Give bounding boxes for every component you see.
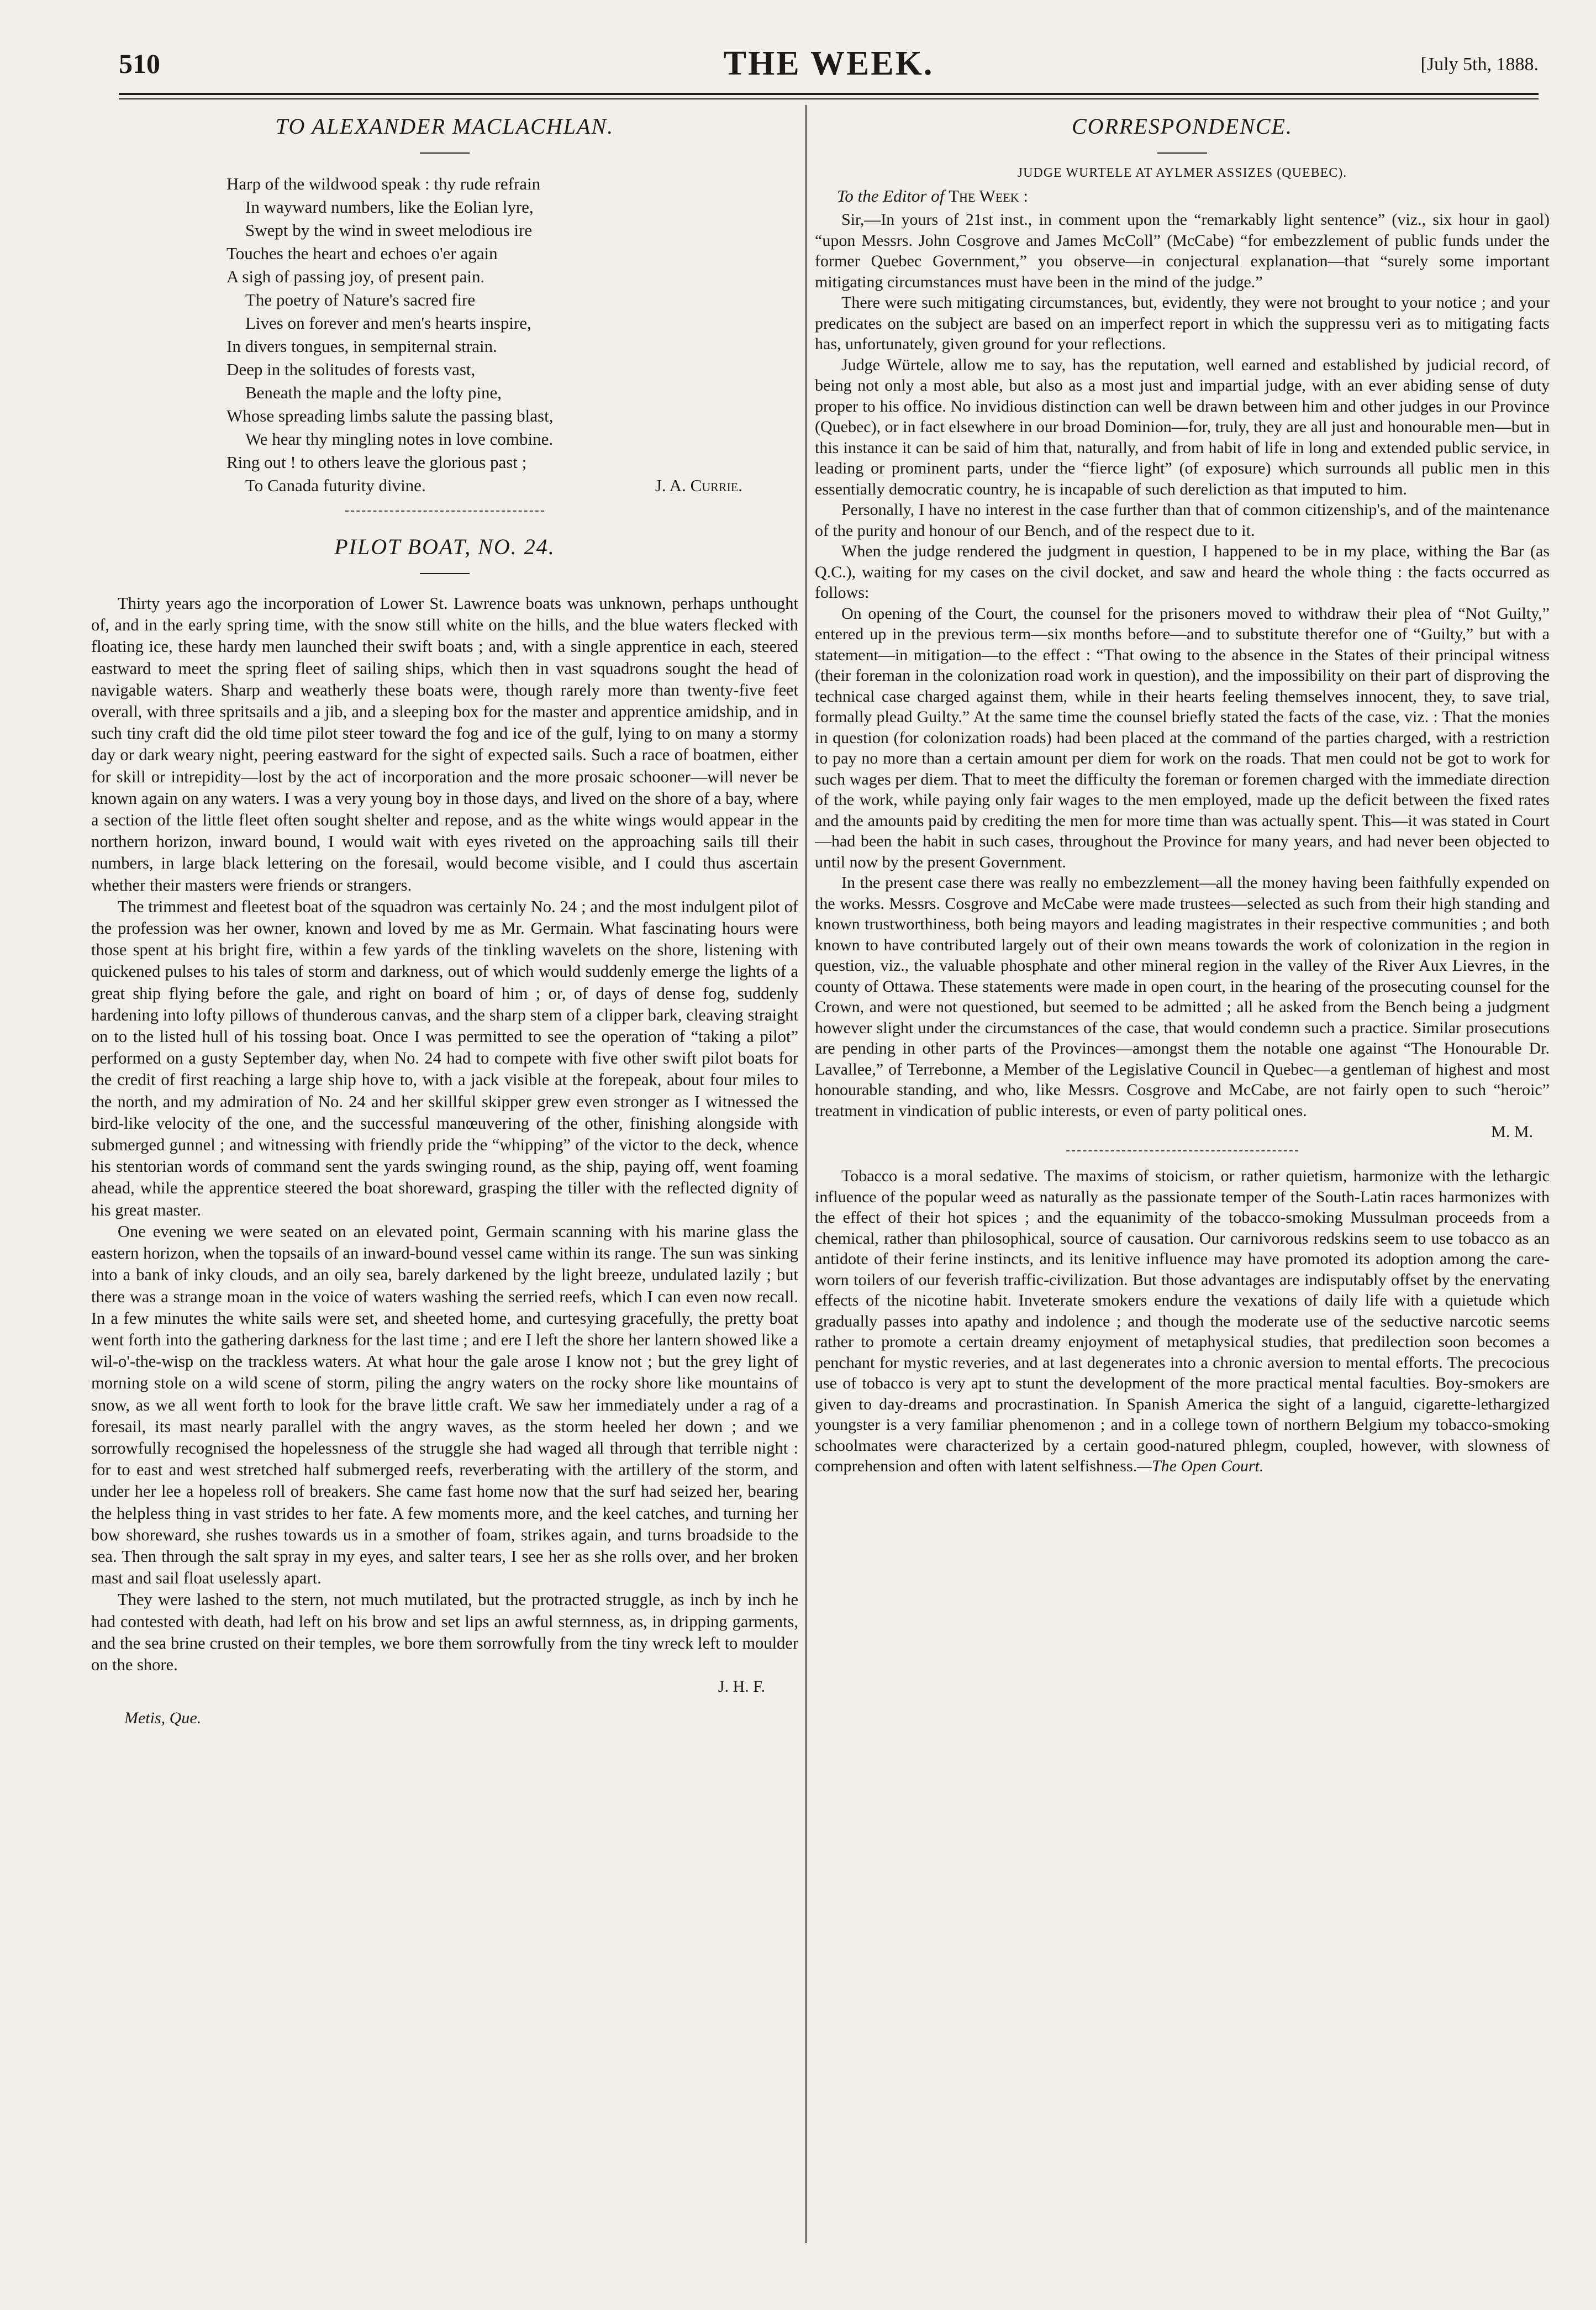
poem-author: J. A. Currie. [655,476,742,495]
right-column [815,113,1550,2257]
correspondence-title: CORRESPONDENCE. [1072,114,1293,139]
poem-line: In wayward numbers, like the Eolian lyre, [245,197,534,217]
masthead: THE WEEK. [723,45,934,82]
article-paragraph: The trimmest and fleetest boat of the squadron was certainly No. 24 ; and the most indulgent pilot of the profession was her owner, known and loved by me as Mr. Germain. What fascinating hours were those spent at his bright fire, within a few yards of the tinkling wavelets on the shore, listening with quickened pulses to his tales of storm and darkness, out of which would suddenly emerge the lights of a great ship flying before the gale, and right on board of him ; or, of days of dense fog, suddenly hardening into lofty pillows of thunderous canvas, and the sharp stem of a clipper bark, cleaving straight on to the listed hull of his tossing boat. Once I was permitted to see the operation of “taking a pilot” performed on a gusty September day, when No. 24 had to compete with five other swift pilot boats for the credit of first reaching a large ship hove to, with a jack visible at the forepeak, about four miles to the north, and my admiration of No. 24 and her skillful skipper grew even stronger as I witnessed the bird-like velocity of the one, and the successful manœuvering of the other, finishing alongside with submerged gunnel ; and witnessing with friendly pride the “whipping” of the victor to the deck, whence his stentorian words of command sent the yards swinging round, as the ship, paying off, went foaming ahead, while the apprentice steered the boat shoreward, grasping the tiller with the reflected dignity of his great master. [91,897,798,1219]
issue-date: [July 5th, 1888. [1420,54,1539,75]
header-rule [119,93,1539,95]
poem-line: The poetry of Nature's sacred fire [245,290,476,309]
section-separator [1066,1150,1298,1151]
letter-author: M. M. [1491,1123,1533,1141]
poem [227,172,798,497]
poem-line: Deep in the solitudes of forests vast, [227,360,476,379]
letter-paragraph: Sir,—In yours of 21st inst., in comment upon the “remarkably light sentence” (viz., six hour in gaol) “upon Messrs. John Cosgrove and James McColl” (McCabe) “for embezzlement of public funds under the former Quebec Government,” you observe—in conjectural explanation—that “surely some important mitigating circumstances must have been in the mind of the judge.” [815,211,1550,291]
poem-line: Lives on forever and men's hearts inspire, [245,313,531,333]
letter-paragraph: There were such mitigating circumstances, but, evidently, they were not brought to your notice ; and your predicates on the subject are based on an imperfect report in which the suppressu veri as to mitigating facts has, unfortunately, given ground for your reflections. [815,293,1550,353]
poem-last-line [227,474,742,497]
poem-line: Beneath the maple and the lofty pine, [245,383,502,402]
column-divider [805,105,807,2243]
letter-paragraph: Personally, I have no interest in the case further than that of common citizenship's, and of the maintenance of the purity and honour of our Bench, and of the respect due to it. [815,501,1550,540]
pilot-article [91,593,798,1729]
article-paragraph: Thirty years ago the incorporation of Lower St. Lawrence boats was unknown, perhaps unthought of, and in the early spring time, with the snow still white on the hills, and the blue waters flecked with floating ice, these hardy men launched their swift boats ; and, with a single apprentice in each, steered eastward to meet the spring fleet of sailing ships, which then in vast squadrons sought the head of navigable waters. Sharp and weatherly these boats were, though rarely more than twenty-five feet overall, with three spritsails and a jib, and a sleeping box for the master and apprentice amidship, and in such tiny craft did the old time pilot steer toward the fog and ice of the gulf, lying to on many a stormy day or dark weary night, peering eastward for the sight of expected sails. Such a race of boatmen, either for skill or intrepidity—lost by the act of incorporation and the more prosaic schooner—will never be known again on any waters. I was a very young boy in those days, and lived on the shore of a bay, where a section of the little fleet often sought shelter and repose, and as the white wings would appear in the northern horizon, inward bound, I would wait with eyes riveted on the approaching sails till their numbers, in large black lettering on the foresail, would become visible, and I could thus ascertain whether their masters were friends or strangers. [91,594,798,894]
article-paragraph: One evening we were seated on an elevated point, Germain scanning with his marine glass the eastern horizon, when the topsails of an inward-bound vessel came within its range. The sun was sinking into a bank of inky clouds, and an oily sea, barely darkened by the light breeze, undulated lazily ; but there was a strange moan in the voice of waters washing the serried reefs, which I can even now recall. In a few minutes the white sails were set, and sheeted home, and curtesying gracefully, the pretty boat went forth into the gathering darkness for the last time ; and ere I left the shore her lantern showed like a wil-o'-the-wisp on the trackless waters. At what hour the gale arose I know not ; but the grey light of morning stole on a wild scene of storm, piling the angry waters on the rocky shore like mountains of snow, as we all went forth to look for the brave little craft. We saw her immediately under a rag of a foresail, its mast nearly parallel with the angry waves, as the storm heeled her down ; and we sorrowfully recognised the hopelessness of the struggle she had waged all through that terrible night : for to east and west stretched half submerged reefs, reverberating with the artillery of the storm, and under her lee a hopeless roll of breakers. She came fast home now that the surf had seized her, bearing the helpless thing in vast strides to her fate. A few moments more, and the keel catches, and turning her bow shoreward, she rushes towards us in a smother of foam, strikes again, and turns broadside to the sea. Then through the salt spray in my eyes, and salter tears, I see her as she rolls over, and her broken mast and sail float uselessly apart. [91,1222,798,1588]
poem-line: Ring out ! to others leave the glorious past ; [227,452,527,472]
to-editor-paper: The Week [949,186,1019,206]
letter-paragraph: When the judge rendered the judgment in question, I happened to be in my place, withing the Bar (as Q.C.), waiting for my cases on the civil docket, and saw and heard the whole thing : the facts occurred as follows: [815,542,1550,602]
title-rule [420,573,470,574]
poem-line: To Canada futurity divine. [245,476,426,495]
pilot-author: J. H. F. [718,1677,765,1696]
poem-title: TO ALEXANDER MACLACHLAN. [275,114,614,139]
title-rule [1157,152,1207,154]
poem-lines [227,172,798,474]
poem-line: A sigh of passing joy, of present pain. [227,267,485,286]
poem-line: Whose spreading limbs salute the passing blast, [227,406,554,425]
header-rule-thin [119,98,1539,99]
poem-line: Harp of the wildwood speak : thy rude refrain [227,174,541,193]
pilot-title: PILOT BOAT, NO. 24. [334,534,555,559]
poem-line: Touches the heart and echoes o'er again [227,244,498,263]
poem-line: We hear thy mingling notes in love combine. [245,429,554,449]
tobacco-text: Tobacco is a moral sedative. The maxims of stoicism, or rather quietism, harmonize with the lethargic influence of the popular weed as naturally as the passionate temper of the South-Latin races harmonizes with the effect of their hot spices ; and the equanimity of the tobacco-smoking Mussulman proceeds from a chemical, rather than philosophical, source of causation. Our carnivorous redskins seem to use tobacco as an antidote of their ferine instincts, and its lenitive influence may have promoted its adoption among the care-worn toilers of our feverish traffic-civilization. But those advantages are indisputably offset by the enervating effects of the nicotine habit. Inveterate smokers endure the vexations of daily life with a quietude which gradually passes into apathy and indolence ; and though the moderate use of the seductive narcotic seems rather to promote a certain dreamy enjoyment of metaphysical studies, that predilection soon becomes a penchant for mystic reveries, and at last degenerates into a chronic aversion to mental efforts. The precocious use of tobacco is very apt to stunt the development of the more practical mental faculties. Boy-smokers are given to day-dreams and procrastination. In Spanish America the sight of a languid, cigarette-lethargized youngster is a very familiar phenomenon ; and in a college town of northern Belgium my tobacco-smoking schoolmates were characterized by a certain good-natured phlegm, coupled, however, with slowness of comprehension and often with latent selfishness. [815,1167,1550,1475]
to-editor-prefix: To the Editor of [837,186,945,206]
title-rule [420,152,470,154]
to-editor-line [837,186,1550,206]
tobacco-paragraph [815,1166,1550,1477]
page-number: 510 [119,48,160,79]
poem-line: In divers tongues, in sempiternal strain. [227,336,497,356]
pilot-place: Metis, Que. [124,1709,202,1728]
left-column [91,113,798,2257]
page-header [119,44,1539,88]
tobacco-article [815,1166,1550,1477]
section-separator [345,511,544,512]
correspondence-subhead: JUDGE WURTELE AT AYLMER ASSIZES (QUEBEC). [1017,166,1347,180]
poem-line: Swept by the wind in sweet melodious ire [245,220,533,240]
to-editor-suffix: : [1023,186,1028,206]
article-paragraph: They were lashed to the stern, not much mutilated, but the protracted struggle, as inch by inch he had contested with death, had left on his brow and set lips an awful sternness, as, in dripping garments, and the sea brine crusted on their temples, we bore them sorrowfully from the tiny wreck left to moulder on the shore. [91,1590,798,1674]
letter-paragraph: Judge Würtele, allow me to say, has the reputation, well earned and established by judicial record, of being not only a most able, but also as a most just and impartial judge, with an ever abiding sense of duty proper to his office. No invidious distinction can well be drawn between him and other judges in our Province (Quebec), or in fact elsewhere in our broad Dominion—for, truly, they are all just and honourable men—but in this instance it can be said of him that, naturally, and from habit of life in long and extended public service, in leading or prominent parts, under the “fierce light” (of exposure) which surrounds all public men in this essentially democratic country, he is incapable of such dereliction as that imputed to him. [815,355,1550,498]
letter-paragraph: In the present case there was really no embezzlement—all the money having been faithfully expended on the works. Messrs. Cosgrove and McCabe were made trustees—selected as such from their high standing and known trustworthiness, both being mayors and leading magistrates in their respective communities ; and both known to have contributed largely out of their own means towards the work of colonization in the region in question, viz., the valuable phosphate and other mineral region in the valley of the River Aux Lievres, in the county of Ottawa. These statements were made in open court, in the hearing of the prosecuting counsel for the Crown, and were not questioned, but seemed to be admitted ; all he asked from the Bench being a judgment however slight under the circumstances of the case, that would condemn such a practice. Similar prosecutions are pending in other parts of the Provinces—amongst them the notable one against “The Honourable Dr. Lavallee,” of Terrebonne, a Member of the Legislative Council in Quebec—a gentleman of highest and most honourable standing, and who, like Messrs. Cosgrove and McCabe, are not fairly open to such “heroic” treatment in vindication of public interests, or even of party political ones. [815,874,1550,1120]
correspondence-letter [815,209,1550,1143]
tobacco-source: —The Open Court. [1137,1457,1264,1475]
letter-paragraph: On opening of the Court, the counsel for the prisoners moved to withdraw their plea of “Not Guilty,” entered up in the previous term—six months before—and to substitute therefor one of “Guilty,” but with a statement—in mitigation—to the effect : “That owing to the absence in the States of their principal witness (their foreman in the colonization road work in question), and the impossibility on their part of disproving the technical case charged against them, while in their hearts feeling themselves innocent, they, to save trial, formally plead Guilty.” At the same time the counsel briefly stated the facts of the case, viz. : That the monies in question (for colonization roads) had been placed at the command of the parties charged, with a restriction to pay no more than a certain amount per diem for work on the roads. That men could not be got to work for such wages per diem. That to meet the difficulty the foreman or foremen charged with the immediate direction of the work, while paying only fair wages to the men employed, made up the deficit between the fixed rates and the amounts paid by crediting the men for more time than was actually spent. This—it was stated in Court—had been the habit in such cases, throughout the Province for many years, and had never been objected to until now by the present Government. [815,604,1550,871]
